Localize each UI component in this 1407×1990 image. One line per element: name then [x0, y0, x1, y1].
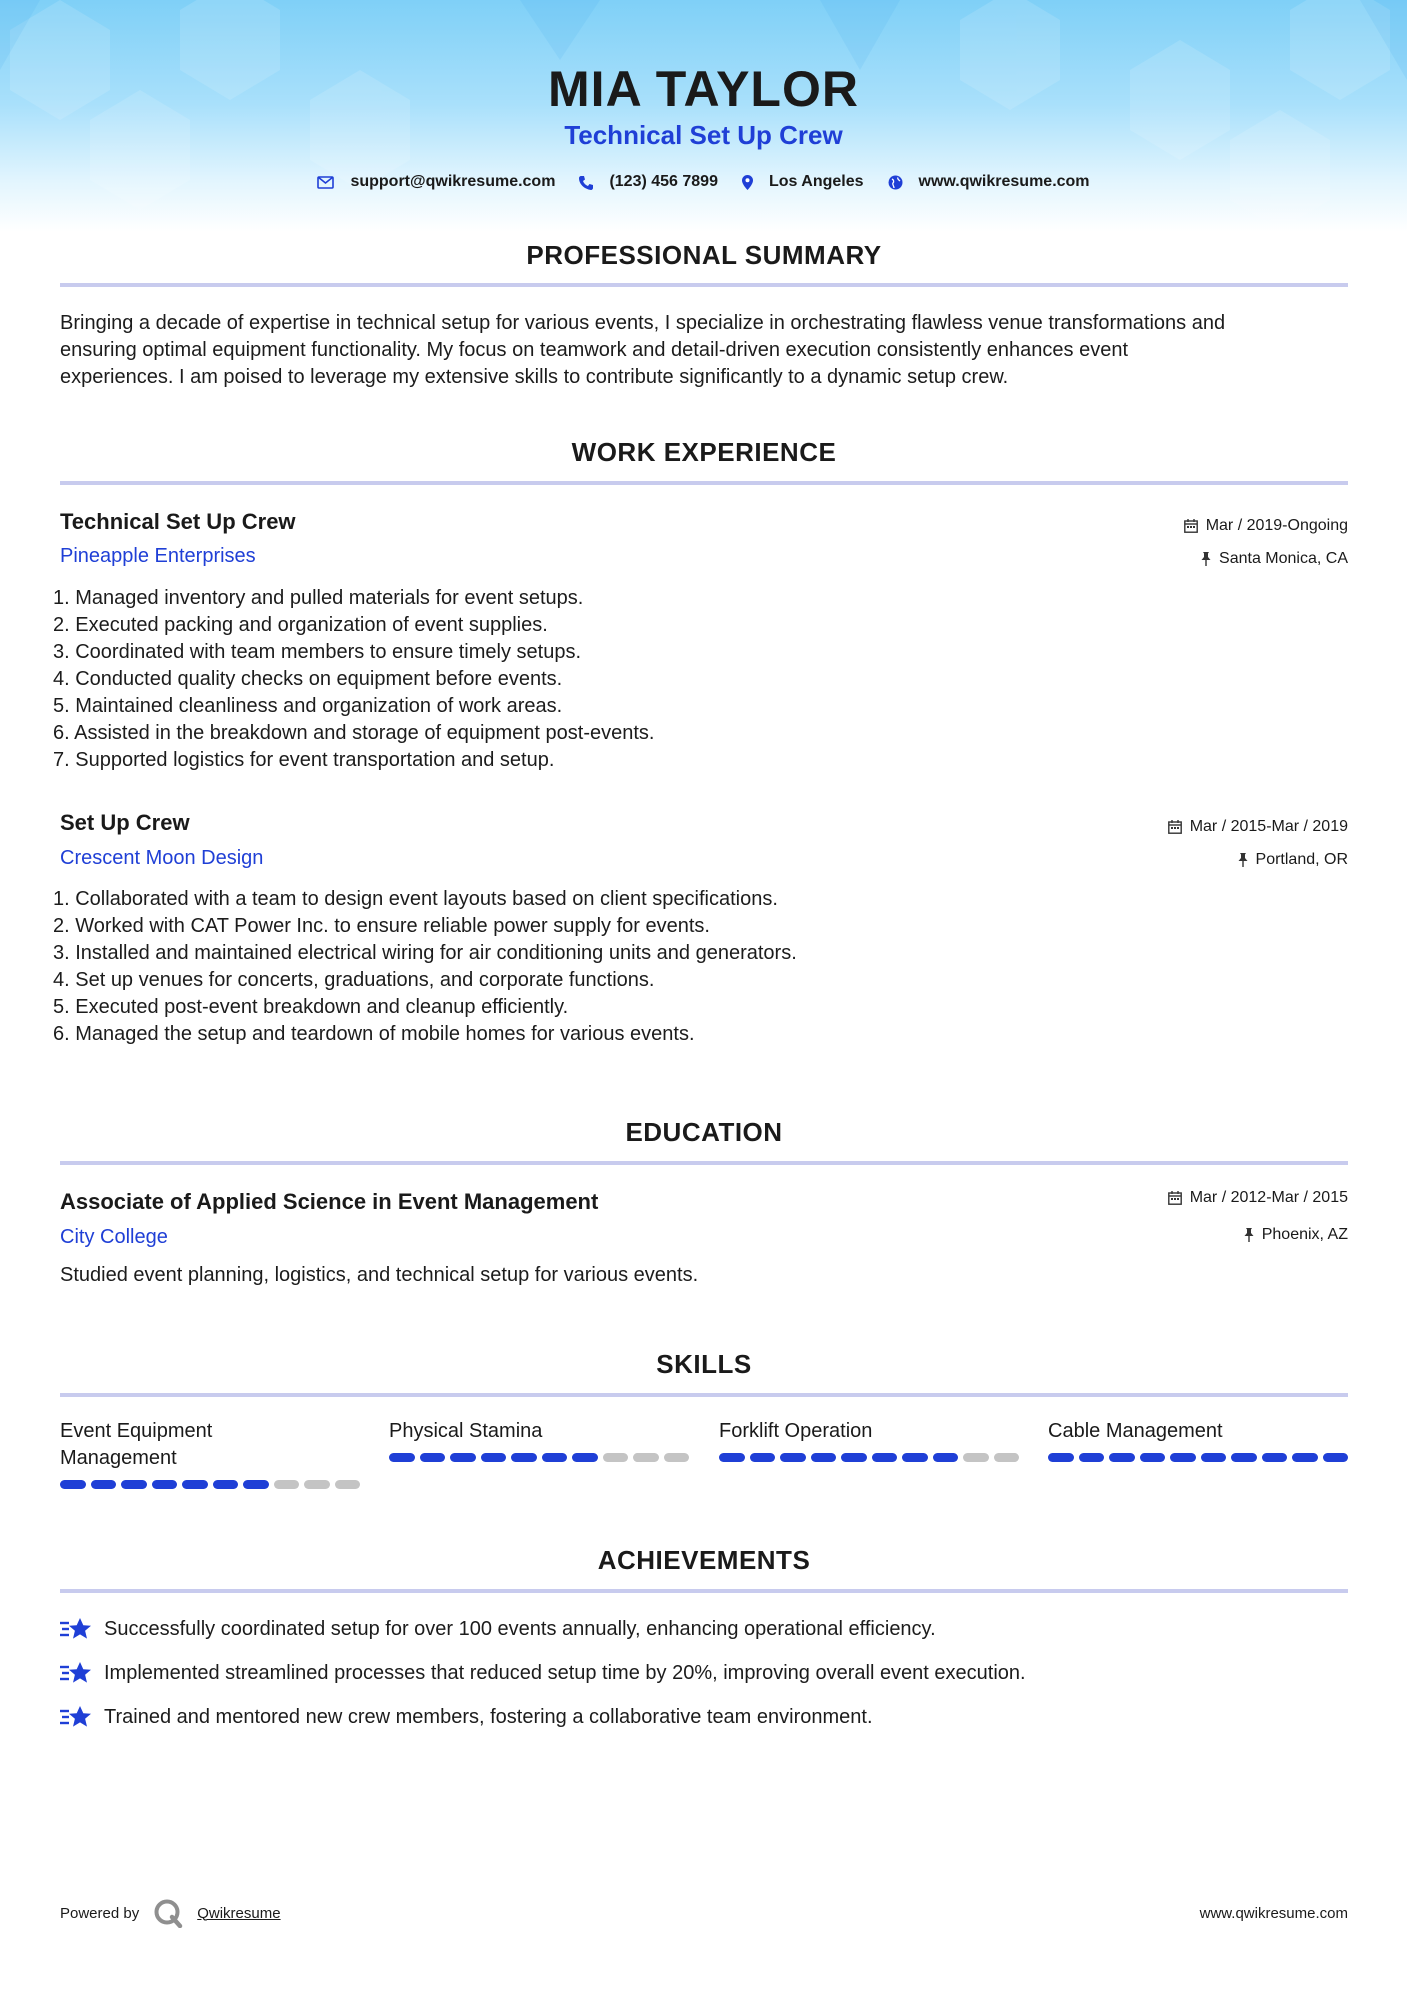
skill-bar-filled [511, 1453, 537, 1462]
skill-bar-filled [1048, 1453, 1074, 1462]
skill-bar-filled [182, 1480, 208, 1489]
achievements-heading: ACHIEVEMENTS [597, 1545, 811, 1575]
pushpin-icon [1238, 853, 1248, 867]
job-date-text: Mar / 2019-Ongoing [1205, 517, 1348, 534]
skill-bar-filled [243, 1480, 269, 1489]
skill-bar-empty [274, 1480, 300, 1489]
company-name: Crescent Moon Design [60, 847, 264, 869]
skill-bar-filled [1109, 1453, 1135, 1462]
skill-bar-filled [1201, 1453, 1227, 1462]
skill-rating [719, 1453, 1019, 1462]
summary-line: experiences. I am poised to leverage my extensive skills to contribute significantly to a dynamic setup crew. [60, 366, 1009, 388]
skill-rating [389, 1453, 689, 1462]
footer-website[interactable]: www.qwikresume.com [1199, 1904, 1348, 1922]
degree-title: Associate of Applied Science in Event Management [60, 1189, 599, 1214]
skill-bar-filled [213, 1480, 239, 1489]
education-location [1244, 1226, 1348, 1244]
calendar-icon [1168, 820, 1182, 834]
powered-by-label: Powered by [60, 1904, 140, 1922]
skill-bar-filled [1170, 1453, 1196, 1462]
contact-bar [0, 173, 1407, 191]
job-date [1184, 517, 1348, 535]
skill-event-equipment [60, 1418, 360, 1489]
skill-label-line2: Management [60, 1447, 177, 1469]
map-pin-icon [742, 175, 753, 190]
skill-label: Forklift Operation [719, 1420, 873, 1442]
job-location-text: Portland, OR [1255, 851, 1348, 868]
company-name: Pineapple Enterprises [60, 545, 256, 567]
list-item: 5. Maintained cleanliness and organization of work areas. [53, 695, 563, 717]
summary-line: ensuring optimal equipment functionality. My focus on teamwork and detail-driven execution consistently enhances event [60, 339, 1128, 361]
skill-bar-filled [1292, 1453, 1318, 1462]
phone-icon [579, 175, 593, 190]
skill-bar-empty [963, 1453, 989, 1462]
job-location [1201, 550, 1348, 568]
education-location-text: Phoenix, AZ [1261, 1226, 1348, 1243]
list-item: 1. Collaborated with a team to design event layouts based on client specifications. [53, 888, 778, 910]
list-item: 4. Conducted quality checks on equipment before events. [53, 668, 563, 690]
skill-bar-filled [420, 1453, 446, 1462]
skill-bar-filled [872, 1453, 898, 1462]
pushpin-icon [1244, 1228, 1254, 1242]
powered-by [60, 1898, 281, 1928]
calendar-icon [1184, 519, 1198, 533]
list-item: 7. Supported logistics for event transportation and setup. [53, 749, 555, 771]
calendar-icon [1168, 1191, 1182, 1205]
skills-divider [60, 1393, 1348, 1397]
skill-cable-management [1048, 1418, 1348, 1462]
education-divider [60, 1161, 1348, 1165]
list-item: 2. Worked with CAT Power Inc. to ensure reliable power supply for events. [53, 915, 710, 937]
star-badge-icon [60, 1660, 92, 1686]
skill-bar-filled [121, 1480, 147, 1489]
job-title: Set Up Crew [60, 810, 190, 835]
candidate-role: Technical Set Up Crew [564, 120, 843, 150]
skill-bar-filled [750, 1453, 776, 1462]
skill-bar-filled [902, 1453, 928, 1462]
star-badge-icon [60, 1704, 92, 1730]
envelope-icon [317, 176, 334, 189]
skill-bar-filled [91, 1480, 117, 1489]
job-responsibilities [53, 886, 1333, 1048]
skill-forklift-operation [719, 1418, 1019, 1462]
skill-bar-empty [633, 1453, 659, 1462]
skill-bar-filled [1231, 1453, 1257, 1462]
skill-bar-empty [664, 1453, 690, 1462]
qwikresume-logo-icon [153, 1898, 183, 1928]
list-item: 3. Installed and maintained electrical wiring for air conditioning units and generators. [53, 942, 797, 964]
education-date [1168, 1189, 1348, 1207]
summary-text [60, 310, 1348, 391]
list-item: 6. Managed the setup and teardown of mobile homes for various events. [53, 1023, 695, 1045]
phone-text: (123) 456 7899 [609, 173, 718, 190]
pushpin-icon [1201, 552, 1211, 566]
school-name: City College [60, 1226, 168, 1248]
qwikresume-link[interactable]: Qwikresume [197, 1904, 281, 1922]
skill-physical-stamina [389, 1418, 689, 1462]
achievement-item [60, 1660, 1026, 1686]
location-text: Los Angeles [768, 173, 864, 190]
skill-bar-filled [811, 1453, 837, 1462]
skill-bar-empty [994, 1453, 1020, 1462]
list-item: 3. Coordinated with team members to ensure timely setups. [53, 641, 582, 663]
skill-bar-empty [335, 1480, 361, 1489]
experience-heading: WORK EXPERIENCE [571, 437, 837, 467]
contact-website[interactable] [888, 173, 1090, 191]
skill-label: Event Equipment [60, 1420, 213, 1442]
skill-bar-filled [152, 1480, 178, 1489]
skill-bar-filled [780, 1453, 806, 1462]
skill-bar-filled [1079, 1453, 1105, 1462]
skill-bar-empty [603, 1453, 629, 1462]
skills-heading: SKILLS [656, 1349, 752, 1379]
candidate-name: MIA TAYLOR [548, 61, 859, 117]
job-responsibilities [53, 585, 1333, 774]
education-heading: EDUCATION [625, 1117, 783, 1147]
skill-label: Physical Stamina [389, 1420, 543, 1442]
skill-bar-filled [933, 1453, 959, 1462]
globe-icon [888, 175, 903, 190]
skill-bar-filled [1262, 1453, 1288, 1462]
skill-bar-empty [304, 1480, 330, 1489]
list-item: 6. Assisted in the breakdown and storage of equipment post-events. [53, 722, 655, 744]
summary-divider [60, 283, 1348, 287]
website-text: www.qwikresume.com [918, 173, 1090, 190]
achievement-text: Trained and mentored new crew members, fostering a collaborative team environment. [104, 1705, 873, 1728]
achievement-item [60, 1616, 936, 1642]
contact-phone[interactable] [579, 173, 718, 191]
skill-bar-filled [481, 1453, 507, 1462]
skill-bar-filled [1140, 1453, 1166, 1462]
star-badge-icon [60, 1616, 92, 1642]
education-description: Studied event planning, logistics, and technical setup for various events. [60, 1264, 699, 1286]
job-title: Technical Set Up Crew [60, 509, 296, 534]
achievement-text: Implemented streamlined processes that reduced setup time by 20%, improving overall event execution. [104, 1661, 1026, 1684]
skill-bar-filled [389, 1453, 415, 1462]
contact-location [742, 173, 864, 191]
skill-rating [1048, 1453, 1348, 1462]
footer [60, 1898, 1348, 1928]
skill-label: Cable Management [1048, 1420, 1223, 1442]
achievements-divider [60, 1589, 1348, 1593]
summary-line: Bringing a decade of expertise in technical setup for various events, I specialize in orchestrating flawless venue transformations and [60, 312, 1226, 334]
experience-divider [60, 481, 1348, 485]
job-date [1168, 818, 1348, 836]
summary-heading: PROFESSIONAL SUMMARY [526, 240, 882, 270]
achievement-item [60, 1704, 873, 1730]
job-location [1238, 851, 1348, 869]
achievement-text: Successfully coordinated setup for over 100 events annually, enhancing operational efficiency. [104, 1617, 936, 1640]
skill-bar-filled [719, 1453, 745, 1462]
education-date-text: Mar / 2012-Mar / 2015 [1189, 1189, 1348, 1206]
skill-bar-filled [572, 1453, 598, 1462]
job-location-text: Santa Monica, CA [1219, 550, 1348, 567]
skill-bar-filled [1323, 1453, 1349, 1462]
skill-bar-filled [450, 1453, 476, 1462]
contact-email[interactable] [317, 173, 555, 191]
email-text: support@qwikresume.com [350, 173, 556, 190]
job-date-text: Mar / 2015-Mar / 2019 [1189, 818, 1348, 835]
skill-bar-filled [542, 1453, 568, 1462]
skill-bar-filled [60, 1480, 86, 1489]
skill-rating [60, 1480, 360, 1489]
list-item: 4. Set up venues for concerts, graduations, and corporate functions. [53, 969, 655, 991]
skill-bar-filled [841, 1453, 867, 1462]
list-item: 2. Executed packing and organization of event supplies. [53, 614, 548, 636]
list-item: 5. Executed post-event breakdown and cleanup efficiently. [53, 996, 569, 1018]
list-item: 1. Managed inventory and pulled materials for event setups. [53, 587, 584, 609]
